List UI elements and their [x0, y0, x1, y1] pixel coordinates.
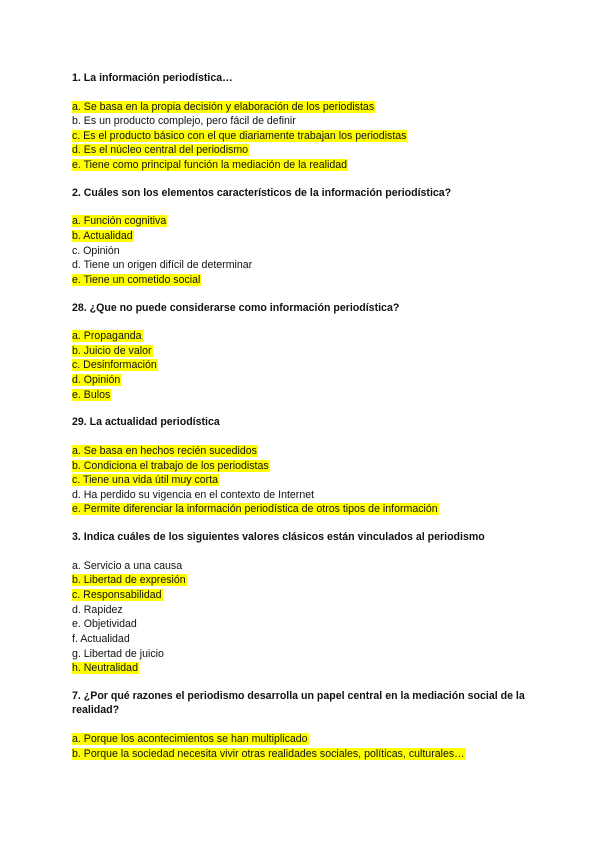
question-block [72, 689, 532, 761]
answer-text: b. Actualidad [72, 229, 133, 242]
answer-option-highlighted [72, 358, 532, 373]
answer-text: e. Objetividad [72, 618, 137, 631]
answer-text: d. Opinión [72, 374, 121, 387]
answer-option [72, 488, 532, 503]
question-block [72, 415, 532, 517]
answer-text: a. Se basa en la propia decisión y elaboración de los periodistas [72, 100, 375, 113]
answer-option-highlighted [72, 473, 532, 488]
answer-option-highlighted [72, 502, 532, 517]
answer-text: c. Desinformación [72, 359, 157, 372]
answer-option [72, 559, 532, 574]
answer-text: c. Responsabilidad [72, 588, 162, 601]
answer-option-highlighted [72, 329, 532, 344]
question-block [72, 186, 532, 288]
answer-option-highlighted [72, 747, 532, 762]
question-title: 29. La actualidad periodística [72, 416, 220, 429]
answer-list [72, 100, 532, 173]
answer-option [72, 244, 532, 259]
answer-option [72, 617, 532, 632]
question-title: 28. ¿Que no puede considerarse como información periodística? [72, 301, 400, 314]
answer-text: g. Libertad de juicio [72, 647, 164, 660]
answer-text: e. Bulos [72, 388, 111, 401]
answer-list [72, 444, 532, 517]
answer-text: h. Neutralidad [72, 662, 138, 675]
answer-option [72, 632, 532, 647]
answer-option [72, 258, 532, 273]
answer-text: f. Actualidad [72, 632, 130, 645]
question-title: 1. La información periodística… [72, 72, 233, 84]
question-block [72, 530, 532, 676]
answer-option-highlighted [72, 143, 532, 158]
question-block [72, 301, 532, 403]
question-title: 7. ¿Por qué razones el periodismo desarrolla un papel central en la mediación social de la realidad? [72, 689, 525, 717]
answer-option-highlighted [72, 732, 532, 747]
question-title: 3. Indica cuáles de los siguientes valores clásicos están vinculados al periodismo [72, 531, 485, 544]
answer-option-highlighted [72, 388, 532, 403]
answer-text: d. Tiene un origen difícil de determinar [72, 259, 253, 272]
answer-text: c. Opinión [72, 244, 120, 257]
answer-text: b. Libertad de expresión [72, 574, 186, 587]
answer-text: e. Tiene como principal función la mediación de la realidad [72, 159, 348, 172]
answer-option-highlighted [72, 214, 532, 229]
answer-option-highlighted [72, 373, 532, 388]
answer-list [72, 559, 532, 676]
answer-text: a. Porque los acontecimientos se han multiplicado [72, 732, 308, 745]
answer-text: b. Es un producto complejo, pero fácil de definir [72, 115, 296, 128]
answer-text: e. Permite diferenciar la información periodística de otros tipos de información [72, 503, 438, 516]
answer-text: b. Condiciona el trabajo de los periodistas [72, 459, 269, 472]
answer-list [72, 732, 532, 761]
answer-option-highlighted [72, 129, 532, 144]
answer-text: a. Se basa en hechos recién sucedidos [72, 444, 257, 457]
answer-text: b. Juicio de valor [72, 344, 152, 357]
answer-text: d. Es el núcleo central del periodismo [72, 144, 249, 157]
answer-text: d. Ha perdido su vigencia en el contexto de Internet [72, 488, 315, 501]
answer-text: c. Tiene una vida útil muy corta [72, 474, 219, 487]
answer-text: c. Es el producto básico con el que diariamente trabajan los periodistas [72, 129, 407, 142]
answer-option-highlighted [72, 344, 532, 359]
quiz-document [72, 71, 532, 774]
answer-text: a. Servicio a una causa [72, 559, 183, 572]
answer-option-highlighted [72, 588, 532, 603]
question-title: 2. Cuáles son los elementos característicos de la información periodística? [72, 186, 452, 199]
answer-option-highlighted [72, 100, 532, 115]
question-block [72, 71, 532, 173]
answer-text: a. Propaganda [72, 330, 142, 343]
answer-text: e. Tiene un cometido social [72, 273, 201, 286]
answer-list [72, 214, 532, 287]
answer-option [72, 647, 532, 662]
answer-option-highlighted [72, 459, 532, 474]
answer-option-highlighted [72, 661, 532, 676]
answer-option-highlighted [72, 158, 532, 173]
answer-option [72, 114, 532, 129]
answer-option-highlighted [72, 273, 532, 288]
answer-text: b. Porque la sociedad necesita vivir otras realidades sociales, políticas, culturales… [72, 747, 465, 760]
answer-text: a. Función cognitiva [72, 215, 167, 228]
answer-option-highlighted [72, 444, 532, 459]
answer-text: d. Rapidez [72, 603, 123, 616]
answer-option-highlighted [72, 229, 532, 244]
answer-list [72, 329, 532, 402]
answer-option-highlighted [72, 573, 532, 588]
answer-option [72, 603, 532, 618]
